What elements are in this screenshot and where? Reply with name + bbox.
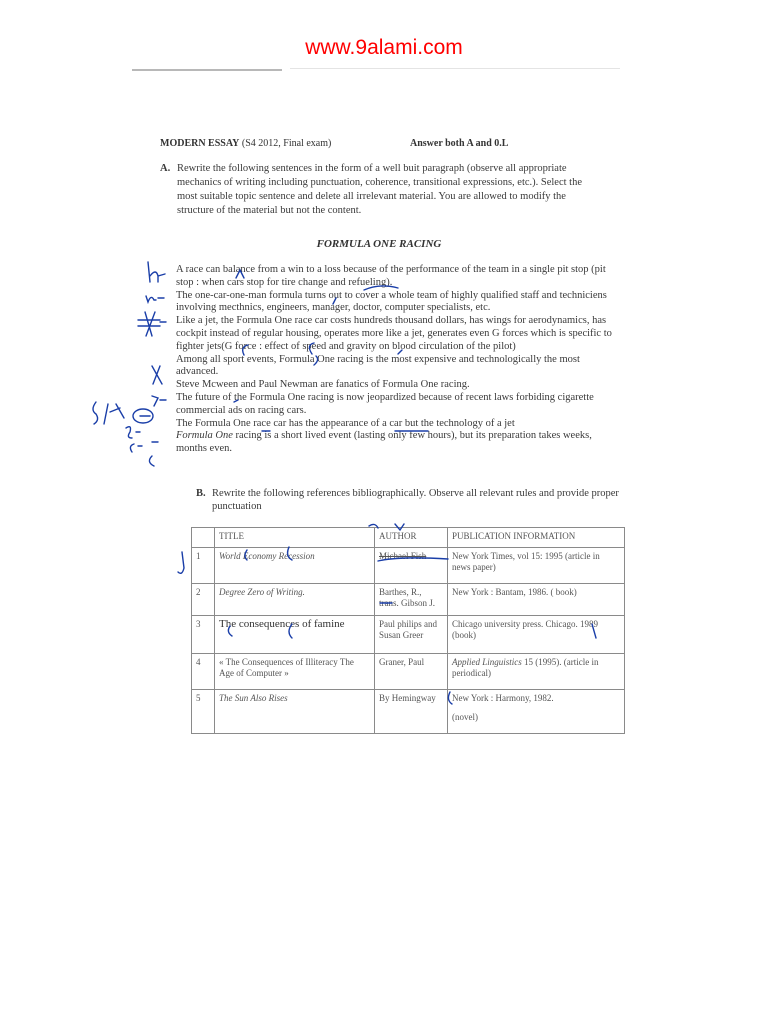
row-number: 2: [192, 584, 215, 616]
section-a-label: A.: [160, 163, 171, 174]
row-pub: Chicago university press. Chicago. 1989 (book): [448, 616, 625, 654]
course-line: [160, 138, 331, 149]
margin-mark: [93, 402, 124, 424]
row-title: The Sun Also Rises: [215, 690, 375, 734]
sentence-item: Like a jet, the Formula One race car costs hundreds thousand dollars, has wings for aerodynamics, has cockpit instead of regular housing, operates more like a jet, generates even G forces which is specific to fighter jets(G force : effect of speed and gravity on blood circulation of the pilot): [176, 315, 612, 352]
scan-artifact: [132, 69, 282, 71]
row-author: By Hemingway: [375, 690, 448, 734]
table-header-row: [192, 528, 625, 548]
row-author: Michael Fish: [375, 548, 448, 584]
margin-mark: [133, 409, 153, 423]
section-a-text: Rewrite the following sentences in the form of a well buit paragraph (observe all appropriate mechanics of writing including punctuation, coherence, transitional expressions, etc.). Select the most suitable topic sentence and delete all irrelevant material. You are allowed to modify the structure of the material but not the content.: [177, 163, 582, 216]
row-author: Graner, Paul: [375, 654, 448, 690]
sentence-item: The one-car-one-man formula turns out to cover a whole team of highly qualified staff and techniciens involving mecthnics, engineers, manager, doctor, computer specialists, etc.: [176, 289, 607, 314]
sentence-item: Among all sport events, Formula One racing is the most expensive and technologically the most advanced.: [176, 353, 580, 378]
section-a: [160, 162, 600, 218]
sentence-item: Steve Mcween and Paul Newman are fanatics of Formula One racing.: [176, 379, 470, 391]
sentence-item: [176, 430, 621, 456]
row-pub-journal: Applied Linguistics: [452, 657, 522, 667]
margin-mark: [148, 262, 165, 282]
table-row: [192, 548, 625, 584]
row-number: 3: [192, 616, 215, 654]
table-row: [192, 616, 625, 654]
row-author: Paul philips and Susan Greer: [375, 616, 448, 654]
course-info: (S4 2012, Final exam): [239, 138, 332, 149]
section-b-label: B.: [196, 488, 206, 499]
sentence-item: The Formula One race car has the appearance of a car but the technology of a jet: [176, 417, 515, 429]
header-cell: AUTHOR: [375, 528, 448, 548]
row-number: 5: [192, 690, 215, 734]
section-b: [196, 487, 626, 513]
essay-title: FORMULA ONE RACING: [316, 238, 442, 250]
margin-mark: [138, 312, 166, 336]
correction-mark: [178, 552, 184, 573]
row-pub: New York : Bantam, 1986. ( book): [448, 584, 625, 616]
margin-mark: [126, 427, 140, 438]
row-title: The consequences of famine: [215, 616, 375, 654]
table-row: [192, 654, 625, 690]
sentence-italic: Formula One: [176, 430, 233, 442]
instruction: Answer both A and 0.L: [410, 138, 509, 149]
row-title: Degree Zero of Writing.: [215, 584, 375, 616]
table-row: [192, 690, 625, 734]
margin-mark: [149, 456, 154, 466]
row-pub: [448, 690, 625, 734]
references-table: [191, 527, 625, 734]
row-number: 4: [192, 654, 215, 690]
watermark[interactable]: www.9alami.com: [305, 36, 463, 59]
sentence-rest: racing is a short lived event (lasting only few hours), but its preparation takes weeks, months even.: [176, 430, 592, 455]
sentence-item: The future of the Formula One racing is now jeopardized because of recent laws forbiding cigarette commercial ads on racing cars.: [176, 391, 594, 416]
row-pub-line: New York : Harmony, 1982.: [452, 693, 554, 703]
row-pub-detail: 15 (1995). (article in periodical): [452, 657, 599, 678]
row-title: « The Consequences of Illiteracy The Age of Computer »: [215, 654, 375, 690]
sentence-item: A race can balance from a win to a loss because of the performance of the team in a single pit stop (pit stop : when cars stop for tire change and refueling).: [176, 264, 606, 288]
table-row: [192, 584, 625, 616]
section-b-text: Rewrite the following references bibliographically. Observe all relevant rules and provide proper punctuation: [212, 488, 619, 512]
row-title: World Economy Recession: [215, 548, 375, 584]
row-author: Barthes, R., trans. Gibson J.: [375, 584, 448, 616]
sentence-list: [176, 264, 621, 456]
header-cell: TITLE: [215, 528, 375, 548]
row-pub: [448, 654, 625, 690]
header-cell: PUBLICATION INFORMATION: [448, 528, 625, 548]
margin-mark: [146, 296, 164, 302]
row-number: 1: [192, 548, 215, 584]
course-name: MODERN ESSAY: [160, 138, 240, 149]
margin-mark: [152, 396, 166, 406]
row-pub: New York Times, vol 15: 1995 (article in news paper): [448, 548, 625, 584]
row-pub-line: (novel): [452, 712, 478, 722]
scan-artifact: [290, 68, 620, 69]
header-cell: [192, 528, 215, 548]
margin-mark: [152, 366, 162, 384]
margin-mark: [130, 442, 158, 452]
